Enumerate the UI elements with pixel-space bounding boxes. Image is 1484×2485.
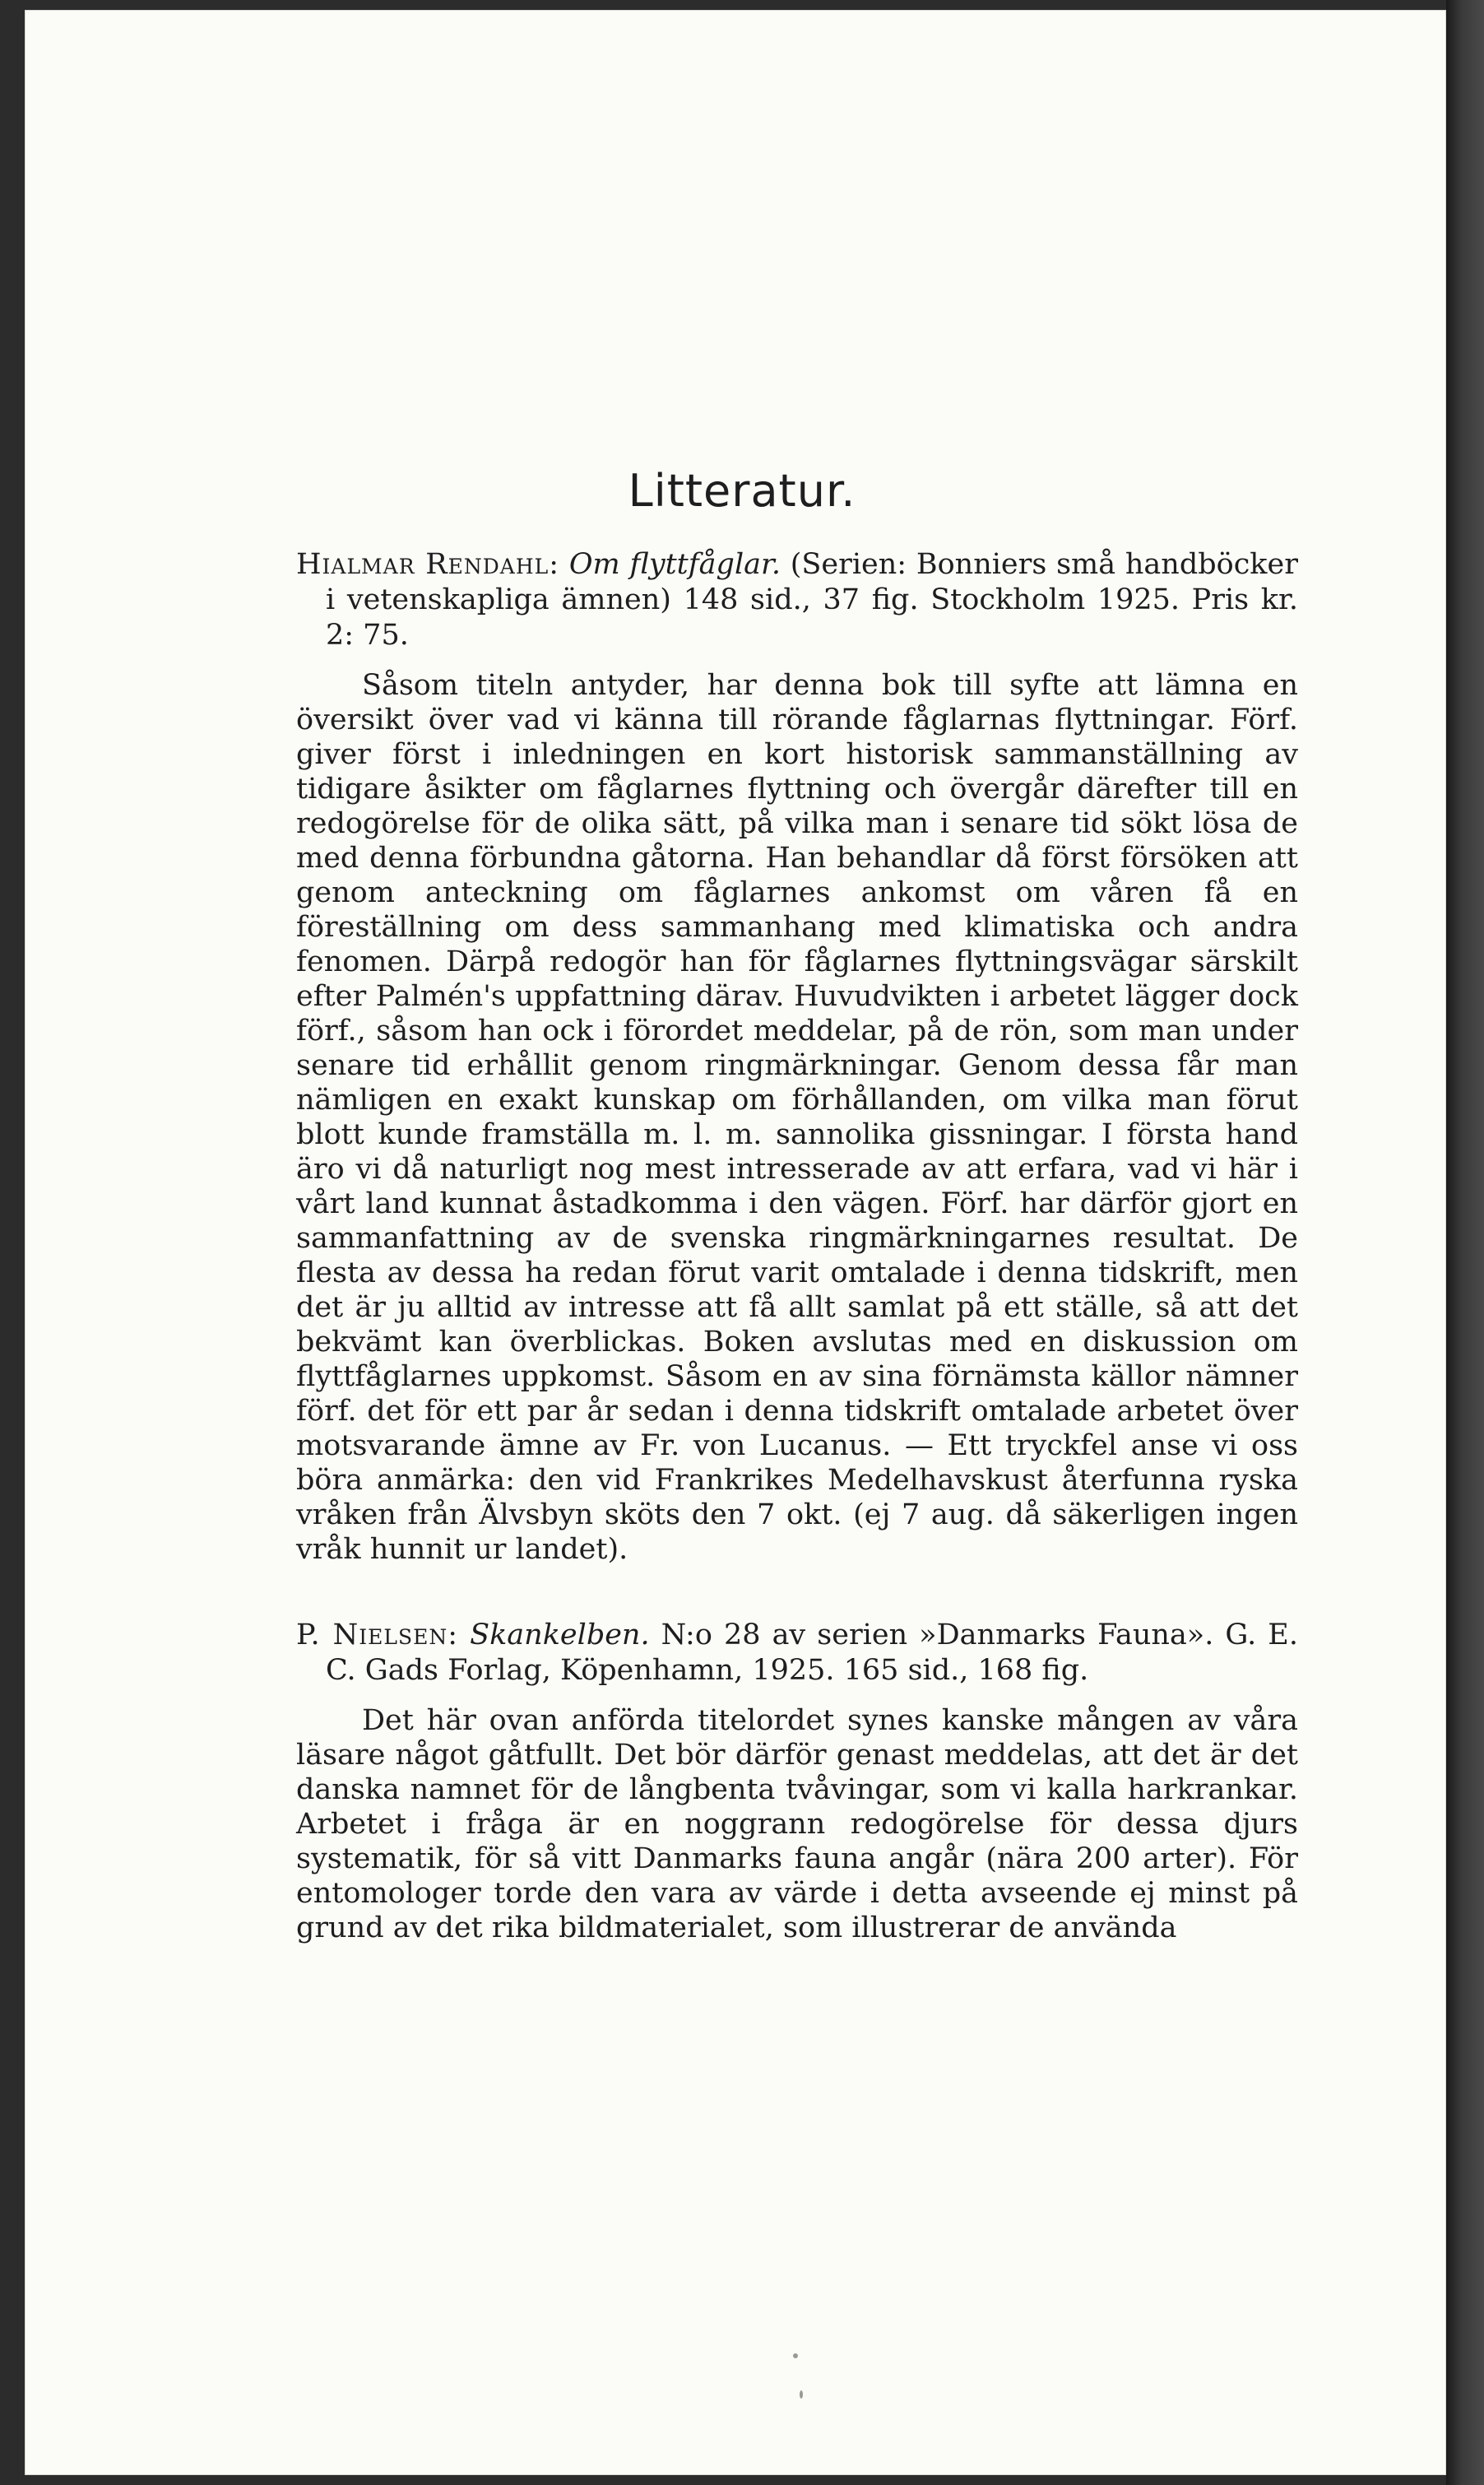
entry-heading bbox=[296, 547, 1298, 653]
entry-book-title: Skankelben. bbox=[470, 1619, 650, 1651]
review-entry bbox=[296, 547, 1298, 1567]
scan-speck bbox=[800, 2390, 803, 2399]
entry-details: N:o 28 av serien »Danmarks Fauna». G. E. C. Gads Forlag, Köpenhamn, 1925. 165 sid., 168 fig. bbox=[326, 1619, 1298, 1687]
review-entry bbox=[296, 1618, 1298, 1945]
scan-edge bbox=[1446, 0, 1484, 2485]
entry-author: P. Nielsen: bbox=[296, 1619, 459, 1651]
entry-book-title: Om flyttfåglar. bbox=[568, 548, 781, 581]
entry-heading bbox=[296, 1618, 1298, 1688]
entry-review-text: Såsom titeln antyder, har denna bok till syfte att lämna en översikt över vad vi känna till rörande fåglarnas flyttningar. Förf. giver först i inledningen en kort historisk sammanställning av tidigare åsikter om fåglarnes flyttning och övergår därefter till en redogörelse för de olika sätt, på vilka man i senare tid sökt lösa de med denna förbundna gåtorna. Han behandlar då först försöken att genom anteckning om fåglarnes ankomst om våren få en föreställning om dess sammanhang med klimatiska och andra fenomen. Därpå redogör han för fåglarnes flyttningsvägar särskilt efter Palmén's uppfattning därav. Huvudvikten i arbetet lägger dock förf., såsom han ock i förordet meddelar, på de rön, som man under senare tid erhållit genom ringmärkningar. Genom dessa får man nämligen en exakt kunskap om förhållanden, om vilka man förut blott kunde framställa m. l. m. sannolika gissningar. I första hand äro vi då naturligt nog mest intresserade av att erfara, vad vi här i vårt land kunnat åstadkomma i den vägen. Förf. har därför gjort en sammanfattning av de svenska ringmärkningarnes resultat. De flesta av dessa ha redan förut varit omtalade i denna tidskrift, men det är ju alltid av intresse att få allt samlat på ett ställe, så att det bekvämt kan överblickas. Boken avslutas med en diskussion om flyttfåglarnes uppkomst. Såsom en av sina förnämsta källor nämner förf. det för ett par år sedan i denna tidskrift omtalade arbetet över motsvarande ämne av Fr. von Lucanus. — Ett tryckfel anse vi oss böra anmärka: den vid Frankrikes Medelhavskust återfunna ryska vråken från Älvsbyn sköts den 7 okt. (ej 7 aug. då säkerligen ingen vråk hunnit ur landet). bbox=[296, 669, 1298, 1566]
entry-review-text: Det här ovan anförda titelordet synes kanske mången av våra läsare något gåtfullt. Det bör därför genast meddelas, att det är det danska namnet för de långbenta tvåvingar, som vi kalla harkrankar. Arbetet i fråga är en noggrann redogörelse för dessa djurs systematik, för så vitt Danmarks fauna angår (nära 200 arter). För entomologer torde den vara av värde i detta avseende ej minst på grund av det rika bildmaterialet, som illustrerar de använda bbox=[296, 1704, 1298, 1944]
entry-details: (Serien: Bonniers små handböcker i vetenskapliga ämnen) 148 sid., 37 fig. Stockholm 1925. Pris kr. 2: 75. bbox=[326, 548, 1298, 652]
page-title: Litteratur. bbox=[628, 465, 856, 517]
entry-author: Hialmar Rendahl: bbox=[296, 548, 560, 581]
scan-speck bbox=[793, 2353, 798, 2358]
